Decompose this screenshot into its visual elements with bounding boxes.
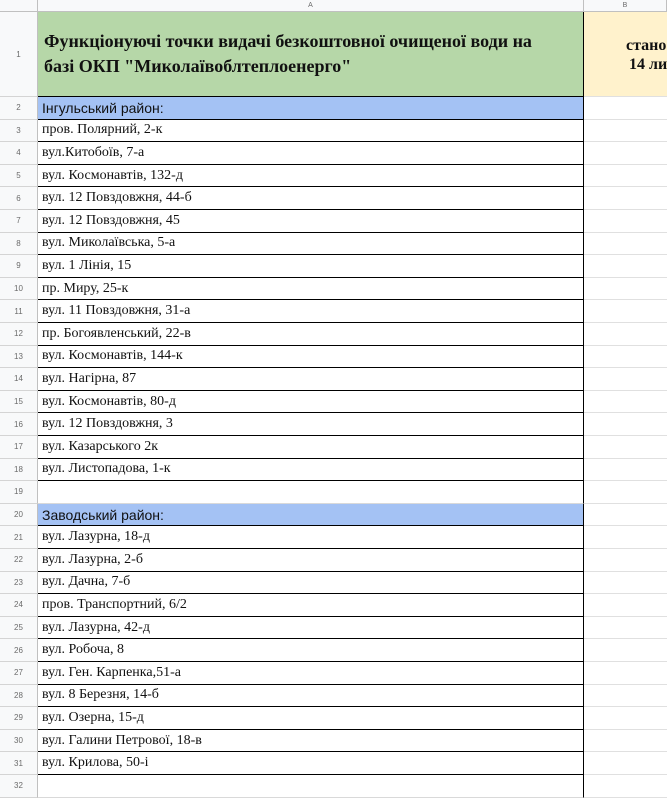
row-number[interactable]: 27 bbox=[0, 662, 38, 685]
column-b-cell[interactable] bbox=[584, 300, 667, 323]
column-b-cell[interactable] bbox=[584, 685, 667, 708]
table-row bbox=[0, 233, 667, 256]
column-b-cell[interactable] bbox=[584, 165, 667, 188]
district-name-cell[interactable]: Заводський район: bbox=[38, 504, 584, 527]
address-cell[interactable] bbox=[38, 775, 584, 798]
row-number[interactable]: 21 bbox=[0, 526, 38, 549]
column-b-cell[interactable] bbox=[584, 278, 667, 301]
row-number[interactable]: 12 bbox=[0, 323, 38, 346]
table-row bbox=[0, 300, 667, 323]
row-number[interactable]: 29 bbox=[0, 707, 38, 730]
column-b-cell[interactable] bbox=[584, 391, 667, 414]
address-cell[interactable]: вул. Космонавтів, 80-д bbox=[38, 391, 584, 414]
address-cell[interactable]: вул. 11 Повздовжня, 31-а bbox=[38, 300, 584, 323]
column-b-cell[interactable] bbox=[584, 617, 667, 640]
column-b-cell[interactable] bbox=[584, 752, 667, 775]
address-cell[interactable]: вул. Ген. Карпенка,51-а bbox=[38, 662, 584, 685]
sheet-title: Функціонуючі точки видачі безкоштовної очищеної води на базі ОКП "Миколаївоблтеплоенерго" bbox=[44, 31, 532, 76]
address-cell[interactable]: пр. Миру, 25-к bbox=[38, 278, 584, 301]
table-row bbox=[0, 594, 667, 617]
table-row bbox=[0, 775, 667, 798]
column-b-cell[interactable] bbox=[584, 368, 667, 391]
table-row bbox=[0, 165, 667, 188]
column-b-cell[interactable] bbox=[584, 142, 667, 165]
table-row bbox=[0, 120, 667, 143]
row-number[interactable]: 30 bbox=[0, 730, 38, 753]
table-row bbox=[0, 685, 667, 708]
column-b-cell[interactable] bbox=[584, 707, 667, 730]
select-all-corner[interactable] bbox=[0, 0, 38, 12]
address-cell[interactable]: вул. Дачна, 7-б bbox=[38, 572, 584, 595]
column-b-cell[interactable] bbox=[584, 120, 667, 143]
address-cell[interactable]: вул. Лазурна, 2-б bbox=[38, 549, 584, 572]
address-cell[interactable]: вул. Лазурна, 18-д bbox=[38, 526, 584, 549]
column-b-cell[interactable] bbox=[584, 346, 667, 369]
district-header-row bbox=[0, 504, 667, 527]
address-cell[interactable]: вул. 1 Лінія, 15 bbox=[38, 255, 584, 278]
column-b-cell[interactable] bbox=[584, 662, 667, 685]
row-number[interactable]: 31 bbox=[0, 752, 38, 775]
row-number[interactable]: 3 bbox=[0, 120, 38, 143]
column-b-title-line2: 14 ли bbox=[629, 56, 667, 73]
table-row bbox=[0, 255, 667, 278]
address-cell[interactable]: вул. 12 Повздовжня, 44-б bbox=[38, 187, 584, 210]
address-cell[interactable]: вул. Казарського 2к bbox=[38, 436, 584, 459]
address-cell[interactable]: вул. Миколаївська, 5-а bbox=[38, 233, 584, 256]
table-row bbox=[0, 526, 667, 549]
address-cell[interactable]: вул. Озерна, 15-д bbox=[38, 707, 584, 730]
table-row bbox=[0, 413, 667, 436]
row-number[interactable]: 2 bbox=[0, 97, 38, 120]
column-b-cell[interactable] bbox=[584, 233, 667, 256]
address-cell[interactable]: вул. Галини Петрової, 18-в bbox=[38, 730, 584, 753]
row-number[interactable]: 23 bbox=[0, 572, 38, 595]
column-b-cell[interactable] bbox=[584, 594, 667, 617]
address-cell[interactable]: вул. Листопадова, 1-к bbox=[38, 459, 584, 482]
row-number[interactable]: 25 bbox=[0, 617, 38, 640]
column-b-cell[interactable] bbox=[584, 323, 667, 346]
column-header-a[interactable]: A bbox=[38, 0, 584, 12]
row-number[interactable]: 22 bbox=[0, 549, 38, 572]
table-row bbox=[0, 436, 667, 459]
row-number[interactable]: 13 bbox=[0, 346, 38, 369]
table-row bbox=[0, 323, 667, 346]
district-header-row bbox=[0, 97, 667, 120]
table-row bbox=[0, 278, 667, 301]
table-row bbox=[0, 481, 667, 504]
address-cell[interactable]: вул. 12 Повздовжня, 45 bbox=[38, 210, 584, 233]
row-number[interactable]: 18 bbox=[0, 459, 38, 482]
address-cell[interactable]: вул. Крилова, 50-і bbox=[38, 752, 584, 775]
district-name-cell[interactable]: Інгульський район: bbox=[38, 97, 584, 120]
column-b-title-line1: стано bbox=[626, 37, 667, 54]
column-b-header-cell[interactable] bbox=[584, 12, 667, 97]
address-cell[interactable]: вул. Космонавтів, 144-к bbox=[38, 346, 584, 369]
table-row bbox=[0, 572, 667, 595]
row-number[interactable]: 5 bbox=[0, 165, 38, 188]
row-number[interactable]: 28 bbox=[0, 685, 38, 708]
address-cell[interactable]: вул.Китобоїв, 7-а bbox=[38, 142, 584, 165]
column-b-cell[interactable] bbox=[584, 210, 667, 233]
address-cell[interactable] bbox=[38, 481, 584, 504]
table-row bbox=[0, 368, 667, 391]
table-row bbox=[0, 639, 667, 662]
row-number[interactable]: 11 bbox=[0, 300, 38, 323]
table-row bbox=[0, 210, 667, 233]
table-row bbox=[0, 549, 667, 572]
column-b-cell[interactable] bbox=[584, 572, 667, 595]
table-row bbox=[0, 617, 667, 640]
address-cell[interactable]: пров. Транспортний, 6/2 bbox=[38, 594, 584, 617]
table-row bbox=[0, 459, 667, 482]
address-cell[interactable]: пр. Богоявленський, 22-в bbox=[38, 323, 584, 346]
column-b-cell[interactable] bbox=[584, 775, 667, 798]
row-number[interactable]: 17 bbox=[0, 436, 38, 459]
address-cell[interactable]: вул. 8 Березня, 14-б bbox=[38, 685, 584, 708]
table-row bbox=[0, 752, 667, 775]
table-row bbox=[0, 391, 667, 414]
row-number[interactable]: 19 bbox=[0, 481, 38, 504]
row-number[interactable]: 1 bbox=[0, 12, 38, 97]
row-number[interactable]: 4 bbox=[0, 142, 38, 165]
column-header-b[interactable]: B bbox=[584, 0, 667, 12]
row-number[interactable]: 8 bbox=[0, 233, 38, 256]
column-b-cell[interactable] bbox=[584, 549, 667, 572]
column-b-cell[interactable] bbox=[584, 413, 667, 436]
column-b-cell[interactable] bbox=[584, 481, 667, 504]
row-number[interactable]: 32 bbox=[0, 775, 38, 798]
row-number[interactable]: 20 bbox=[0, 504, 38, 527]
table-row bbox=[0, 187, 667, 210]
row-number[interactable]: 14 bbox=[0, 368, 38, 391]
column-b-cell[interactable] bbox=[584, 436, 667, 459]
row-number[interactable]: 24 bbox=[0, 594, 38, 617]
address-cell[interactable]: пров. Полярний, 2-к bbox=[38, 120, 584, 143]
address-cell[interactable]: вул. Нагірна, 87 bbox=[38, 368, 584, 391]
table-row bbox=[0, 707, 667, 730]
row-number[interactable]: 16 bbox=[0, 413, 38, 436]
column-b-cell[interactable] bbox=[584, 255, 667, 278]
row-number[interactable]: 6 bbox=[0, 187, 38, 210]
row-number[interactable]: 26 bbox=[0, 639, 38, 662]
row-number[interactable]: 10 bbox=[0, 278, 38, 301]
column-b-cell[interactable] bbox=[584, 504, 667, 527]
row-number[interactable]: 15 bbox=[0, 391, 38, 414]
column-b-cell[interactable] bbox=[584, 639, 667, 662]
table-row bbox=[0, 346, 667, 369]
table-row bbox=[0, 142, 667, 165]
address-cell[interactable]: вул. Лазурна, 42-д bbox=[38, 617, 584, 640]
column-b-cell[interactable] bbox=[584, 526, 667, 549]
row-number[interactable]: 9 bbox=[0, 255, 38, 278]
address-cell[interactable]: вул. 12 Повздовжня, 3 bbox=[38, 413, 584, 436]
column-b-cell[interactable] bbox=[584, 459, 667, 482]
column-b-cell[interactable] bbox=[584, 730, 667, 753]
table-row bbox=[0, 662, 667, 685]
column-b-cell[interactable] bbox=[584, 187, 667, 210]
column-b-cell[interactable] bbox=[584, 97, 667, 120]
sheet-title-cell[interactable] bbox=[38, 12, 584, 97]
table-row bbox=[0, 730, 667, 753]
address-cell[interactable]: вул. Робоча, 8 bbox=[38, 639, 584, 662]
address-cell[interactable]: вул. Космонавтів, 132-д bbox=[38, 165, 584, 188]
row-number[interactable]: 7 bbox=[0, 210, 38, 233]
table-row-header bbox=[0, 12, 667, 97]
